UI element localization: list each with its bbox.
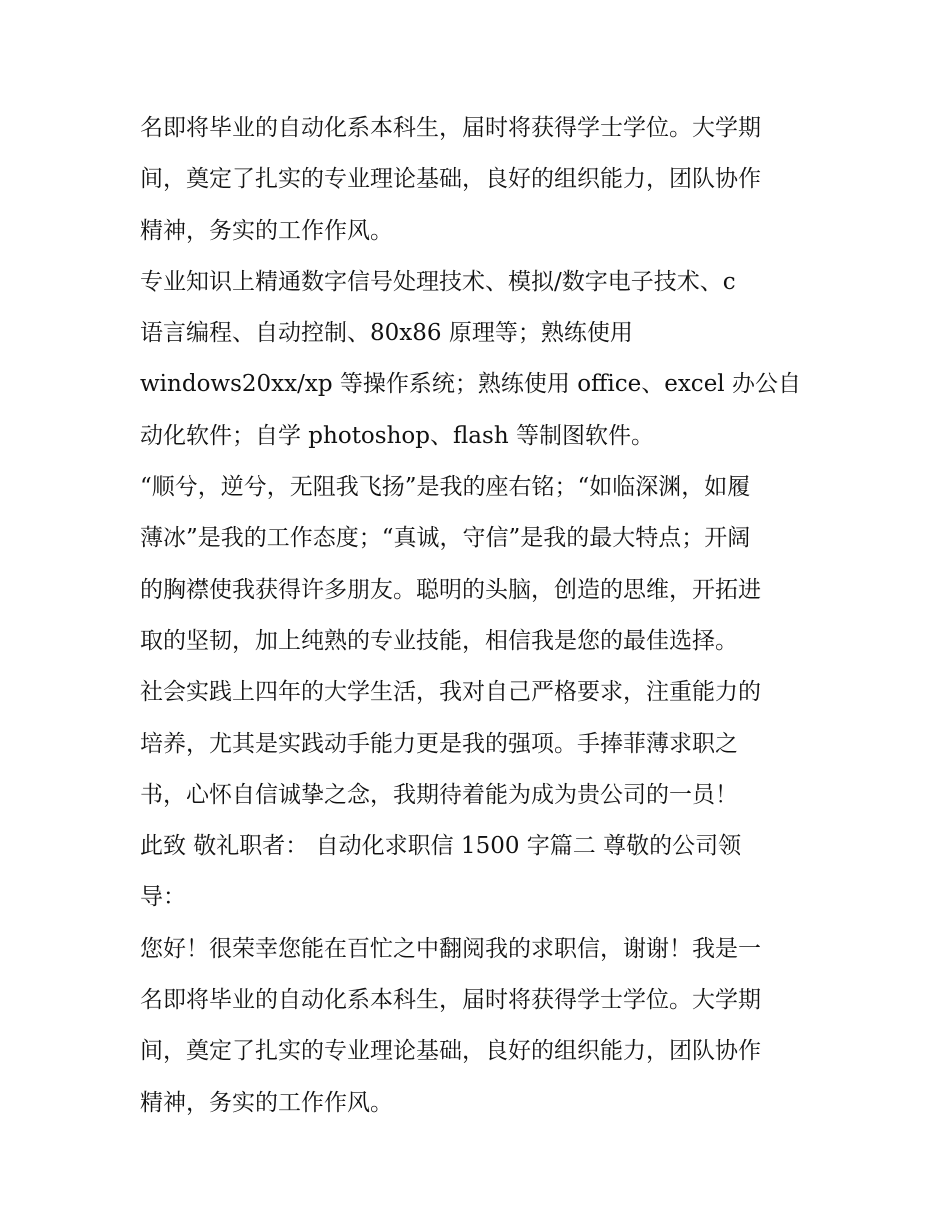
text-line: 间，奠定了扎实的专业理论基础，良好的组织能力，团队协作	[140, 1038, 761, 1065]
text-line: 精神，务实的工作作风。	[140, 1089, 393, 1116]
text-line: 名即将毕业的自动化系本科生，届时将获得学士学位。大学期	[140, 115, 761, 141]
text-line: “顺兮，逆兮，无阻我飞扬”是我的座右铭；“如临深渊，如履	[140, 474, 751, 501]
text-line: 动化软件；自学 photoshop、flash 等制图软件。	[140, 422, 654, 449]
text-line: 取的坚韧，加上纯熟的专业技能，相信我是您的最佳选择。	[140, 627, 738, 654]
text-line: windows20xx/xp 等操作系统；熟练使用 office、excel 办公自	[140, 371, 801, 398]
document-body	[140, 103, 820, 1129]
text-line: 薄冰”是我的工作态度；“真诚，守信”是我的最大特点；开阔	[140, 525, 751, 552]
text-line: 导：	[140, 884, 186, 911]
text-line: 书，心怀自信诚挚之念，我期待着能为成为贵公司的一员！	[140, 781, 738, 808]
text-line: 精神，务实的工作作风。	[140, 217, 393, 244]
text-line: 您好！很荣幸您能在百忙之中翻阅我的求职信，谢谢！我是一	[140, 935, 761, 962]
text-line: 培养，尤其是实践动手能力更是我的强项。手捧菲薄求职之	[140, 730, 738, 757]
text-line: 专业知识上精通数字信号处理技术、模拟/数字电子技术、c	[140, 268, 736, 295]
text-line: 社会实践上四年的大学生活，我对自己严格要求，注重能力的	[140, 679, 761, 706]
text-line: 此致 敬礼职者： 自动化求职信 1500 字篇二 尊敬的公司领	[140, 833, 742, 860]
text-line: 的胸襟使我获得许多朋友。聪明的头脑，创造的思维，开拓进	[140, 576, 761, 603]
text-line: 名即将毕业的自动化系本科生，届时将获得学士学位。大学期	[140, 987, 761, 1014]
text-line: 语言编程、自动控制、80x86 原理等；熟练使用	[140, 320, 633, 347]
text-line: 间，奠定了扎实的专业理论基础，良好的组织能力，团队协作	[140, 166, 761, 193]
